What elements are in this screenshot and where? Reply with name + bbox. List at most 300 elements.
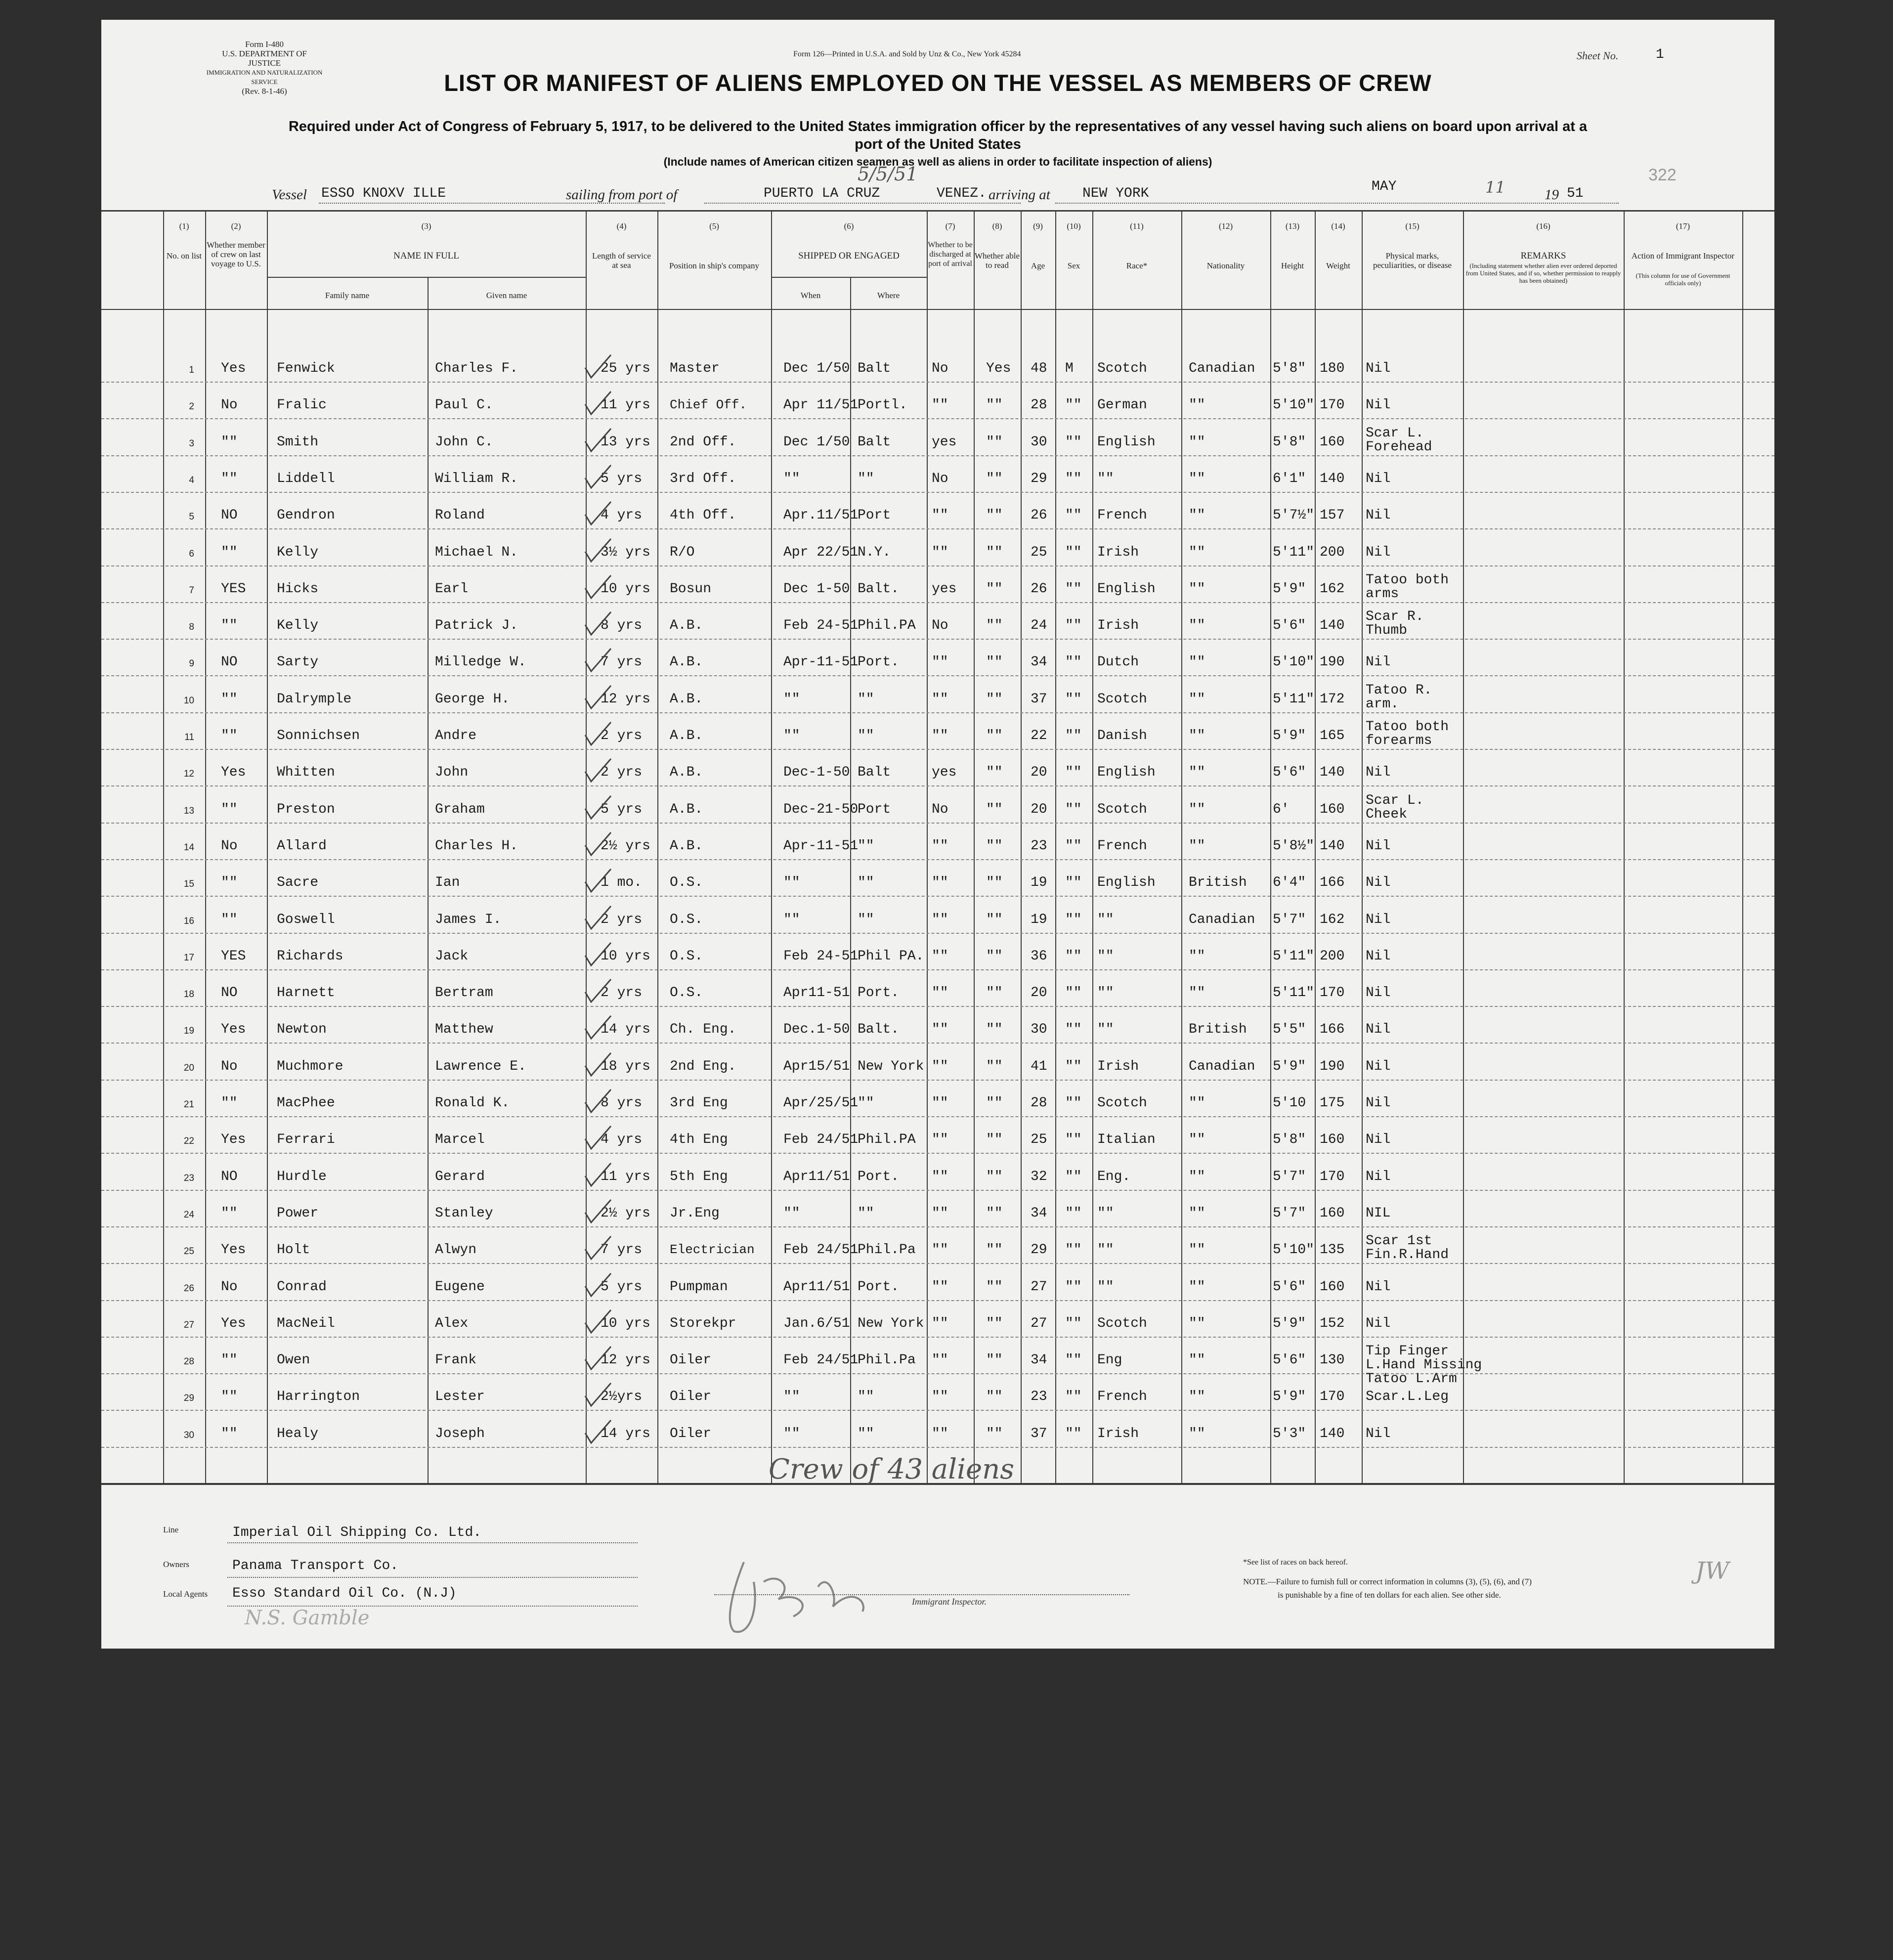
physical-marks-cell: Scar R. bbox=[1366, 609, 1424, 625]
physical-marks-cell: Nil bbox=[1366, 654, 1391, 670]
nationality-cell: "" bbox=[1189, 1169, 1205, 1184]
row-rule bbox=[101, 1300, 1774, 1301]
able-to-read-cell: "" bbox=[986, 581, 1003, 597]
row-number: 12 bbox=[183, 769, 194, 780]
able-to-read-cell: "" bbox=[986, 397, 1003, 413]
shipped-when-cell: Dec.1-50 bbox=[783, 1022, 850, 1038]
given-name-cell: Lester bbox=[435, 1389, 485, 1405]
prev-voyage-cell: Yes bbox=[221, 1132, 246, 1148]
row-rule bbox=[101, 1006, 1774, 1007]
discharged-cell: "" bbox=[932, 1169, 948, 1184]
row-rule bbox=[101, 1226, 1774, 1227]
physical-marks-cell: Scar L. bbox=[1366, 425, 1424, 441]
family-name-cell: Conrad bbox=[277, 1279, 327, 1295]
race-cell: German bbox=[1097, 397, 1147, 413]
physical-marks-cell: Tatoo both bbox=[1366, 572, 1449, 588]
family-name-cell: Sarty bbox=[277, 654, 319, 670]
height-cell: 5'10" bbox=[1273, 397, 1315, 413]
physical-marks-cell: Nil bbox=[1366, 1426, 1391, 1441]
family-name-cell: Sonnichsen bbox=[277, 728, 360, 743]
physical-marks-cell: Scar L. bbox=[1366, 792, 1424, 808]
weight-cell: 172 bbox=[1320, 691, 1345, 707]
race-cell: Scotch bbox=[1097, 801, 1147, 817]
age-cell: 48 bbox=[1031, 361, 1047, 376]
row-number: 10 bbox=[183, 695, 194, 706]
header-sex: Sex bbox=[1067, 261, 1080, 270]
race-cell: English bbox=[1097, 765, 1156, 781]
prev-voyage-cell: Yes bbox=[221, 361, 246, 376]
physical-marks-cell: Nil bbox=[1366, 508, 1391, 523]
prev-voyage-cell: "" bbox=[221, 471, 238, 486]
age-cell: 26 bbox=[1031, 508, 1047, 523]
age-cell: 29 bbox=[1031, 471, 1047, 486]
family-name-cell: Owen bbox=[277, 1352, 310, 1368]
shipped-when-cell: "" bbox=[783, 471, 800, 486]
nationality-cell: "" bbox=[1189, 838, 1205, 854]
shipped-when-cell: Apr15/51 bbox=[783, 1058, 850, 1074]
check-mark-icon bbox=[583, 1014, 613, 1044]
physical-marks-cell: Nil bbox=[1366, 948, 1391, 964]
col-num: (2) bbox=[231, 221, 241, 231]
sex-cell: "" bbox=[1065, 581, 1082, 597]
row-rule bbox=[101, 455, 1774, 456]
family-name-cell: Kelly bbox=[277, 618, 319, 634]
height-cell: 5'9" bbox=[1273, 1389, 1306, 1405]
prev-voyage-cell: "" bbox=[221, 1389, 238, 1405]
shipped-where-cell: New York bbox=[858, 1058, 924, 1074]
physical-marks-cell: Scar 1st bbox=[1366, 1233, 1432, 1249]
sex-cell: "" bbox=[1065, 1315, 1082, 1331]
position-cell: 4th Eng bbox=[670, 1132, 728, 1148]
race-cell: "" bbox=[1097, 471, 1114, 486]
department-name: U.S. DEPARTMENT OF JUSTICE bbox=[222, 49, 307, 68]
service-cell: 2 yrs bbox=[601, 985, 643, 1001]
row-rule bbox=[101, 749, 1774, 750]
prev-voyage-cell: Yes bbox=[221, 765, 246, 781]
prev-voyage-cell: "" bbox=[221, 875, 238, 891]
row-number: 17 bbox=[183, 952, 194, 963]
sex-cell: "" bbox=[1065, 1095, 1082, 1111]
given-name-cell: Marcel bbox=[435, 1132, 485, 1148]
header-position: Position in ship's company bbox=[669, 261, 760, 270]
family-name-cell: Harrington bbox=[277, 1389, 360, 1405]
weight-cell: 165 bbox=[1320, 728, 1345, 743]
nationality-cell: "" bbox=[1189, 1352, 1205, 1368]
row-number: 13 bbox=[183, 805, 194, 816]
shipped-where-cell: "" bbox=[858, 728, 874, 743]
revision-mark: (Rev. 8-1-46) bbox=[242, 87, 287, 96]
family-name-cell: Gendron bbox=[277, 508, 335, 523]
physical-marks-cell: Nil bbox=[1366, 985, 1391, 1001]
check-mark-icon bbox=[583, 720, 613, 750]
sheet-label: Sheet No. bbox=[1577, 49, 1619, 62]
discharged-cell: yes bbox=[932, 765, 957, 781]
nationality-cell: "" bbox=[1189, 654, 1205, 670]
prev-voyage-cell: NO bbox=[221, 508, 238, 523]
shipped-where-cell: "" bbox=[858, 1095, 874, 1111]
weight-cell: 160 bbox=[1320, 801, 1345, 817]
weight-cell: 162 bbox=[1320, 581, 1345, 597]
check-mark-icon bbox=[583, 573, 613, 603]
prev-voyage-cell: NO bbox=[221, 1169, 238, 1184]
able-to-read-cell: "" bbox=[986, 544, 1003, 560]
able-to-read-cell: "" bbox=[986, 801, 1003, 817]
given-name-cell: Earl bbox=[435, 581, 469, 597]
initials: JW bbox=[1695, 1557, 1729, 1585]
physical-marks-cell: Thumb bbox=[1366, 623, 1408, 639]
discharged-cell: "" bbox=[932, 654, 948, 670]
able-to-read-cell: "" bbox=[986, 1132, 1003, 1148]
age-cell: 34 bbox=[1031, 1352, 1047, 1368]
service-cell: 11 yrs bbox=[601, 1169, 650, 1184]
service-cell: 10 yrs bbox=[601, 1315, 650, 1331]
prev-voyage-cell: No bbox=[221, 1058, 238, 1074]
given-name-cell: Eugene bbox=[435, 1279, 485, 1295]
shipped-where-cell: Port. bbox=[858, 1279, 900, 1295]
shipped-when-cell: Dec 1/50 bbox=[783, 361, 850, 376]
able-to-read-cell: "" bbox=[986, 1315, 1003, 1331]
row-rule bbox=[101, 639, 1774, 640]
prev-voyage-cell: "" bbox=[221, 434, 238, 450]
family-name-cell: Dalrymple bbox=[277, 691, 352, 707]
family-name-cell: Muchmore bbox=[277, 1058, 344, 1074]
age-cell: 37 bbox=[1031, 691, 1047, 707]
nationality-cell: "" bbox=[1189, 471, 1205, 486]
height-cell: 5'8" bbox=[1273, 434, 1306, 450]
height-cell: 5'11" bbox=[1273, 691, 1315, 707]
race-cell: Scotch bbox=[1097, 1095, 1147, 1111]
shipped-where-cell: Port. bbox=[858, 654, 900, 670]
row-number: 26 bbox=[183, 1283, 194, 1294]
arrival-year: 51 bbox=[1567, 186, 1584, 201]
owners-label: Owners bbox=[163, 1560, 189, 1569]
physical-marks-cell: Nil bbox=[1366, 765, 1391, 781]
row-rule bbox=[101, 1263, 1774, 1264]
shipped-where-cell: Balt bbox=[858, 765, 891, 781]
nationality-cell: "" bbox=[1189, 691, 1205, 707]
prev-voyage-cell: "" bbox=[221, 1352, 238, 1368]
nationality-cell: "" bbox=[1189, 1279, 1205, 1295]
row-rule bbox=[101, 1410, 1774, 1411]
row-number: 15 bbox=[183, 879, 194, 890]
check-mark-icon bbox=[583, 977, 613, 1007]
position-cell: A.B. bbox=[670, 654, 703, 670]
header-age: Age bbox=[1031, 261, 1045, 270]
row-rule bbox=[101, 712, 1774, 713]
shipped-when-cell: Dec 1/50 bbox=[783, 434, 850, 450]
row-number: 27 bbox=[183, 1319, 194, 1330]
discharged-cell: "" bbox=[932, 397, 948, 413]
height-cell: 5'7" bbox=[1273, 1169, 1306, 1184]
check-mark-icon bbox=[583, 353, 613, 383]
row-rule bbox=[101, 602, 1774, 603]
position-cell: 2nd Off. bbox=[670, 434, 736, 450]
discharged-cell: No bbox=[932, 618, 948, 634]
arrival-day: 11 bbox=[1485, 178, 1506, 197]
height-cell: 5'3" bbox=[1273, 1426, 1306, 1441]
physical-marks-cell: Nil bbox=[1366, 912, 1391, 927]
shipped-when-cell: Dec 1-50 bbox=[783, 581, 850, 597]
prev-voyage-cell: YES bbox=[221, 948, 246, 964]
service-cell: 14 yrs bbox=[601, 1426, 650, 1441]
height-cell: 5'11" bbox=[1273, 544, 1315, 560]
nationality-cell: "" bbox=[1189, 1205, 1205, 1221]
sex-cell: "" bbox=[1065, 1279, 1082, 1295]
check-mark-icon bbox=[583, 794, 613, 824]
physical-marks-cell: Scar.L.Leg bbox=[1366, 1389, 1449, 1405]
port-date-handwritten: 5/5/51 bbox=[858, 163, 918, 185]
sex-cell: "" bbox=[1065, 471, 1082, 486]
page-stamp: 322 bbox=[1648, 166, 1677, 184]
service-cell: 1 mo. bbox=[601, 875, 643, 891]
age-cell: 19 bbox=[1031, 875, 1047, 891]
discharged-cell: "" bbox=[932, 1205, 948, 1221]
header-height: Height bbox=[1281, 261, 1304, 270]
shipped-when-cell: Apr11/51 bbox=[783, 1169, 850, 1184]
sex-cell: "" bbox=[1065, 1058, 1082, 1074]
race-cell: "" bbox=[1097, 1242, 1114, 1258]
row-rule bbox=[101, 382, 1774, 383]
given-name-cell: Paul C. bbox=[435, 397, 493, 413]
weight-cell: 160 bbox=[1320, 1132, 1345, 1148]
age-cell: 28 bbox=[1031, 1095, 1047, 1111]
nationality-cell: "" bbox=[1189, 1095, 1205, 1111]
shipped-where-cell: Phil.PA bbox=[858, 1132, 916, 1148]
prev-voyage-cell: Yes bbox=[221, 1242, 246, 1258]
able-to-read-cell: "" bbox=[986, 875, 1003, 891]
age-cell: 41 bbox=[1031, 1058, 1047, 1074]
shipped-when-cell: Feb 24/51 bbox=[783, 1352, 859, 1368]
row-number: 30 bbox=[183, 1430, 194, 1440]
weight-cell: 152 bbox=[1320, 1315, 1345, 1331]
weight-cell: 170 bbox=[1320, 397, 1345, 413]
manifest-sheet bbox=[101, 20, 1774, 1649]
arriving-label: arriving at bbox=[989, 187, 1050, 203]
row-number: 11 bbox=[184, 732, 194, 742]
row-rule bbox=[101, 528, 1774, 529]
physical-marks-cell: Cheek bbox=[1366, 806, 1408, 822]
sex-cell: "" bbox=[1065, 1389, 1082, 1405]
shipped-when-cell: Dec-1-50 bbox=[783, 765, 850, 781]
physical-marks-cell: Nil bbox=[1366, 1095, 1391, 1111]
age-cell: 25 bbox=[1031, 1132, 1047, 1148]
age-cell: 30 bbox=[1031, 434, 1047, 450]
able-to-read-cell: "" bbox=[986, 765, 1003, 781]
check-mark-icon bbox=[583, 1271, 613, 1301]
discharged-cell: "" bbox=[932, 1426, 948, 1441]
service-cell: 7 yrs bbox=[601, 1242, 643, 1258]
service-cell: 12 yrs bbox=[601, 1352, 650, 1368]
able-to-read-cell: "" bbox=[986, 1389, 1003, 1405]
age-cell: 37 bbox=[1031, 1426, 1047, 1441]
weight-cell: 180 bbox=[1320, 361, 1345, 376]
col-num: (5) bbox=[709, 221, 719, 231]
shipped-when-cell: Feb 24/51 bbox=[783, 1242, 859, 1258]
given-name-cell: Alex bbox=[435, 1315, 469, 1331]
able-to-read-cell: "" bbox=[986, 728, 1003, 743]
position-cell: A.B. bbox=[670, 728, 703, 743]
discharged-cell: "" bbox=[932, 1279, 948, 1295]
row-rule bbox=[101, 1190, 1774, 1191]
header-family-name: Family name bbox=[325, 291, 370, 300]
weight-cell: 200 bbox=[1320, 948, 1345, 964]
race-cell: "" bbox=[1097, 1205, 1114, 1221]
position-cell: Pumpman bbox=[670, 1279, 728, 1295]
given-name-cell: Bertram bbox=[435, 985, 493, 1001]
family-name-cell: Holt bbox=[277, 1242, 310, 1258]
header-able-to-read: Whether able to read bbox=[974, 251, 1020, 270]
given-name-cell: Patrick J. bbox=[435, 618, 518, 634]
sex-cell: "" bbox=[1065, 765, 1082, 781]
prev-voyage-cell: "" bbox=[221, 618, 238, 634]
sex-cell: "" bbox=[1065, 1169, 1082, 1184]
vessel-name: ESSO KNOXV ILLE bbox=[321, 186, 446, 201]
shipped-when-cell: "" bbox=[783, 1205, 800, 1221]
physical-marks-cell: Nil bbox=[1366, 361, 1391, 376]
arrival-port: NEW YORK bbox=[1082, 186, 1149, 201]
row-number: 23 bbox=[183, 1173, 194, 1183]
able-to-read-cell: "" bbox=[986, 1205, 1003, 1221]
row-rule bbox=[101, 969, 1774, 970]
shipped-when-cell: "" bbox=[783, 1389, 800, 1405]
physical-marks-cell: arm. bbox=[1366, 696, 1399, 712]
check-mark-icon bbox=[583, 684, 613, 713]
family-name-cell: Hurdle bbox=[277, 1169, 327, 1184]
sex-cell: "" bbox=[1065, 1132, 1082, 1148]
position-cell: Oiler bbox=[670, 1352, 712, 1368]
row-rule bbox=[101, 1337, 1774, 1338]
given-name-cell: Charles H. bbox=[435, 838, 518, 854]
shipped-where-cell: Port bbox=[858, 801, 891, 817]
crew-count-handwritten: Crew of 43 aliens bbox=[769, 1453, 1014, 1485]
col-num: (3) bbox=[421, 221, 431, 231]
able-to-read-cell: "" bbox=[986, 434, 1003, 450]
check-mark-icon bbox=[583, 1161, 613, 1191]
position-cell: A.B. bbox=[670, 801, 703, 817]
race-cell: Irish bbox=[1097, 618, 1139, 634]
shipped-where-cell: "" bbox=[858, 691, 874, 707]
service-cell: 5 yrs bbox=[601, 471, 643, 486]
service-cell: 14 yrs bbox=[601, 1022, 650, 1038]
age-cell: 22 bbox=[1031, 728, 1047, 743]
family-name-cell: Fralic bbox=[277, 397, 327, 413]
shipped-when-cell: Feb 24-51 bbox=[783, 618, 859, 634]
row-number: 20 bbox=[183, 1062, 194, 1073]
row-rule bbox=[101, 1043, 1774, 1044]
physical-marks-cell: Tatoo L.Arm bbox=[1366, 1371, 1457, 1387]
prev-voyage-cell: No bbox=[221, 1279, 238, 1295]
physical-marks-cell: Nil bbox=[1366, 471, 1391, 486]
physical-marks-cell: Tip Finger bbox=[1366, 1344, 1449, 1359]
prev-voyage-cell: "" bbox=[221, 1205, 238, 1221]
height-cell: 5'10" bbox=[1273, 654, 1315, 670]
row-number: 14 bbox=[183, 842, 194, 853]
service-cell: 8 yrs bbox=[601, 618, 643, 634]
age-cell: 27 bbox=[1031, 1315, 1047, 1331]
age-cell: 36 bbox=[1031, 948, 1047, 964]
family-name-cell: Fenwick bbox=[277, 361, 335, 376]
printer-note: Form 126—Printed in U.S.A. and Sold by Unz & Co., New York 45284 bbox=[793, 50, 1021, 58]
vessel-label: Vessel bbox=[272, 187, 307, 203]
check-mark-icon bbox=[583, 390, 613, 419]
able-to-read-cell: "" bbox=[986, 508, 1003, 523]
nationality-cell: "" bbox=[1189, 1242, 1205, 1258]
race-note: *See list of races on back hereof. bbox=[1243, 1558, 1348, 1567]
shipped-where-cell: Port bbox=[858, 508, 891, 523]
age-cell: 29 bbox=[1031, 1242, 1047, 1258]
service-cell: 7 yrs bbox=[601, 654, 643, 670]
prev-voyage-cell: No bbox=[221, 838, 238, 854]
shipped-when-cell: Apr 11/51 bbox=[783, 397, 859, 413]
race-cell: Irish bbox=[1097, 1058, 1139, 1074]
race-cell: Scotch bbox=[1097, 691, 1147, 707]
col-num: (15) bbox=[1405, 221, 1420, 231]
family-name-cell: Whitten bbox=[277, 765, 335, 781]
service-cell: 2 yrs bbox=[601, 765, 643, 781]
race-cell: "" bbox=[1097, 1279, 1114, 1295]
able-to-read-cell: "" bbox=[986, 912, 1003, 927]
position-cell: A.B. bbox=[670, 691, 703, 707]
family-name-cell: Hicks bbox=[277, 581, 319, 597]
age-cell: 20 bbox=[1031, 801, 1047, 817]
service-cell: 2 yrs bbox=[601, 912, 643, 927]
row-rule bbox=[101, 896, 1774, 897]
sheet-number: 1 bbox=[1656, 47, 1664, 62]
sex-cell: "" bbox=[1065, 1426, 1082, 1441]
row-number: 22 bbox=[183, 1136, 194, 1147]
given-name-cell: Matthew bbox=[435, 1022, 493, 1038]
given-name-cell: Roland bbox=[435, 508, 485, 523]
sex-cell: "" bbox=[1065, 434, 1082, 450]
sex-cell: "" bbox=[1065, 838, 1082, 854]
fine-note-2: is punishable by a fine of ten dollars for each alien. See other side. bbox=[1278, 1590, 1501, 1600]
given-name-cell: Stanley bbox=[435, 1205, 493, 1221]
shipped-where-cell: "" bbox=[858, 875, 874, 891]
check-mark-icon bbox=[583, 1381, 613, 1411]
able-to-read-cell: "" bbox=[986, 1426, 1003, 1441]
position-cell: Electrician bbox=[670, 1242, 755, 1258]
discharged-cell: "" bbox=[932, 1022, 948, 1038]
family-name-cell: Healy bbox=[277, 1426, 319, 1441]
nationality-cell: "" bbox=[1189, 728, 1205, 743]
row-rule bbox=[101, 492, 1774, 493]
discharged-cell: yes bbox=[932, 434, 957, 450]
position-cell: O.S. bbox=[670, 875, 703, 891]
sex-cell: "" bbox=[1065, 691, 1082, 707]
check-mark-icon bbox=[583, 1345, 613, 1374]
sex-cell: "" bbox=[1065, 654, 1082, 670]
discharged-cell: No bbox=[932, 471, 948, 486]
height-cell: 5'8½" bbox=[1273, 838, 1315, 854]
header-remarks-note: (Including statement whether alien ever ordered deported from United States, and if so, whether permission to reapply has been obtained) bbox=[1465, 262, 1621, 284]
discharged-cell: "" bbox=[932, 985, 948, 1001]
sex-cell: "" bbox=[1065, 397, 1082, 413]
row-number: 24 bbox=[183, 1209, 194, 1220]
row-rule bbox=[101, 933, 1774, 934]
nationality-cell: "" bbox=[1189, 581, 1205, 597]
prev-voyage-cell: NO bbox=[221, 985, 238, 1001]
prev-voyage-cell: "" bbox=[221, 728, 238, 743]
row-number: 7 bbox=[189, 585, 194, 596]
age-cell: 20 bbox=[1031, 765, 1047, 781]
sex-cell: "" bbox=[1065, 801, 1082, 817]
discharged-cell: "" bbox=[932, 912, 948, 927]
physical-marks-cell: Nil bbox=[1366, 397, 1391, 413]
nationality-cell: British bbox=[1189, 1022, 1247, 1038]
header-prev-voyage: Whether member of crew on last voyage to U.S. bbox=[207, 240, 265, 268]
check-mark-icon bbox=[583, 1051, 613, 1081]
weight-cell: 140 bbox=[1320, 618, 1345, 634]
